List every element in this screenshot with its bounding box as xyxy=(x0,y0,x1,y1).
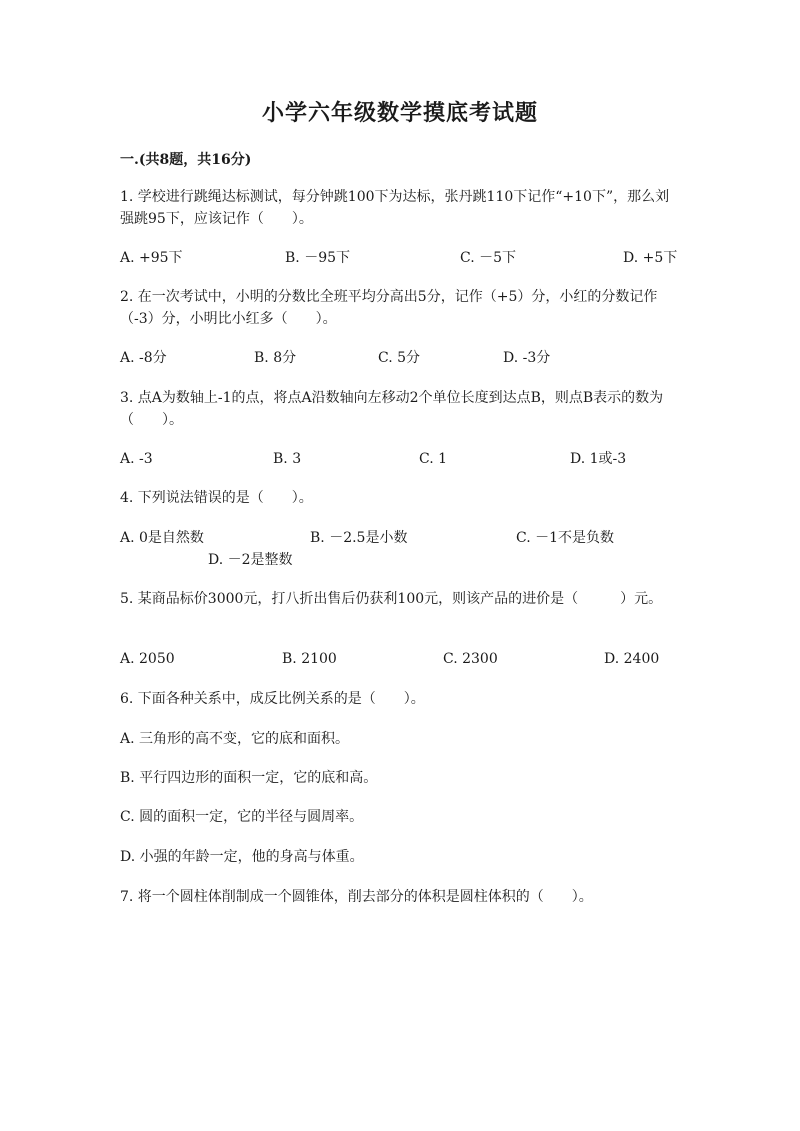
question-6-option-d[interactable]: D. 小强的年龄一定，他的身高与体重。 xyxy=(120,849,364,865)
question-4-option-a[interactable]: A. 0是自然数 xyxy=(120,530,204,546)
question-4-option-b[interactable]: B. －2.5是小数 xyxy=(310,530,408,546)
question-4-option-c[interactable]: C. －1不是负数 xyxy=(516,530,615,546)
question-2-option-b[interactable]: B. 8分 xyxy=(254,350,297,366)
question-5-stem: 5. 某商品标价3000元，打八折出售后仍获利100元，则该产品的进价是（ ）元。 xyxy=(120,591,663,607)
question-6-stem: 6. 下面各种关系中，成反比例关系的是（ ）。 xyxy=(120,691,425,707)
question-1-options xyxy=(120,247,682,269)
question-1-stem: 1. 学校进行跳绳达标测试，每分钟跳100下为达标，张丹跳110下记作“+10下”，那么刘强跳95下，应该记作（ ）。 xyxy=(120,189,670,227)
section-heading: 一.(共8题，共16分) xyxy=(120,152,252,168)
question-2-stem: 2. 在一次考试中，小明的分数比全班平均分高出5分，记作（+5）分，小红的分数记作（-3）分，小明比小红多（ ）。 xyxy=(120,289,658,327)
question-5-option-a[interactable]: A. 2050 xyxy=(120,651,175,667)
question-1-option-b[interactable]: B. －95下 xyxy=(285,250,351,266)
question-2-option-a[interactable]: A. -8分 xyxy=(120,350,167,366)
question-5-option-b[interactable]: B. 2100 xyxy=(282,651,337,667)
question-5-option-d[interactable]: D. 2400 xyxy=(604,651,660,667)
question-1-option-a[interactable]: A. +95下 xyxy=(120,250,183,266)
question-7-stem: 7. 将一个圆柱体削制成一个圆锥体，削去部分的体积是圆柱体积的（ ）。 xyxy=(120,889,593,905)
page-title: 小学六年级数学摸底考试题 xyxy=(261,100,538,126)
question-1-option-c[interactable]: C. －5下 xyxy=(460,250,517,266)
question-5-option-c[interactable]: C. 2300 xyxy=(443,651,498,667)
question-2-options xyxy=(120,347,682,369)
question-1-option-d[interactable]: D. +5下 xyxy=(623,250,678,266)
question-6-option-b[interactable]: B. 平行四边形的面积一定，它的底和高。 xyxy=(120,770,378,786)
question-6-option-c[interactable]: C. 圆的面积一定，它的半径与圆周率。 xyxy=(120,809,364,825)
question-4-option-d[interactable]: D. －2是整数 xyxy=(208,552,293,568)
question-5-options xyxy=(120,648,682,670)
question-4-options-row2 xyxy=(120,549,682,571)
question-6-option-a[interactable]: A. 三角形的高不变，它的底和面积。 xyxy=(120,731,350,747)
question-2-option-d[interactable]: D. -3分 xyxy=(503,350,551,366)
question-3-stem: 3. 点A为数轴上-1的点，将点A沿数轴向左移动2个单位长度到达点B，则点B表示的数为（ ）。 xyxy=(120,390,664,428)
question-3-options xyxy=(120,448,682,470)
question-2-option-c[interactable]: C. 5分 xyxy=(378,350,421,366)
question-3-option-c[interactable]: C. 1 xyxy=(419,451,448,467)
question-4-options-row1 xyxy=(120,527,682,549)
question-3-option-d[interactable]: D. 1或-3 xyxy=(570,451,627,467)
question-3-option-b[interactable]: B. 3 xyxy=(273,451,302,467)
question-3-option-a[interactable]: A. -3 xyxy=(120,451,153,467)
question-4-stem: 4. 下列说法错误的是（ ）。 xyxy=(120,490,313,506)
